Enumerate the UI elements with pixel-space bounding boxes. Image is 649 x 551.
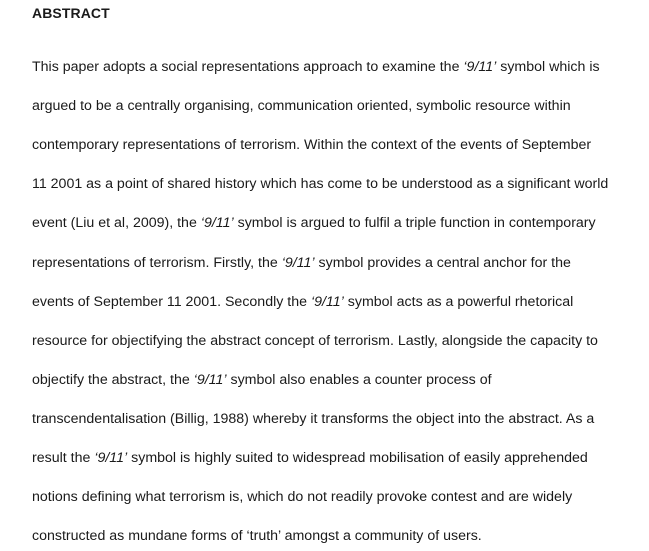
text-segment: transcendentalisation (Billig, 1988) whereby it transforms the object into the abstract. As a bbox=[32, 410, 595, 427]
text-segment: notions defining what terrorism is, which do not readily provoke contest and are widely bbox=[32, 489, 573, 506]
abstract-line bbox=[32, 254, 571, 272]
text-segment: symbol which is bbox=[496, 59, 600, 75]
abstract-line bbox=[32, 410, 594, 428]
text-segment: This paper adopts a social representations approach to examine the bbox=[32, 59, 464, 75]
abstract-line bbox=[32, 371, 492, 389]
text-segment: event (Liu et al, 2009), the bbox=[32, 215, 201, 232]
text-segment: representations of terrorism. Firstly, the bbox=[32, 254, 282, 271]
italic-term: ‘9/11’ bbox=[200, 215, 234, 232]
text-segment: result the bbox=[32, 450, 95, 466]
italic-term: ‘9/11’ bbox=[94, 450, 128, 466]
abstract-line bbox=[32, 175, 608, 193]
text-segment: symbol provides a central anchor for the bbox=[314, 254, 571, 271]
abstract-heading: ABSTRACT bbox=[32, 5, 110, 21]
italic-term: ‘9/11’ bbox=[463, 59, 497, 75]
text-segment: objectify the abstract, the bbox=[32, 371, 194, 388]
italic-term: ‘9/11’ bbox=[310, 293, 344, 310]
text-segment: symbol also enables a counter process of bbox=[226, 371, 492, 388]
abstract-line bbox=[32, 136, 591, 154]
text-segment: 11 2001 as a point of shared history which has come to be understood as a significant world bbox=[32, 176, 609, 193]
text-segment: symbol is highly suited to widespread mobilisation of easily apprehended bbox=[127, 450, 588, 466]
abstract-line bbox=[32, 97, 571, 115]
abstract-line bbox=[32, 214, 596, 232]
text-segment: argued to be a centrally organising, communication oriented, symbolic resource within bbox=[32, 98, 571, 115]
abstract-line bbox=[32, 449, 588, 467]
abstract-line bbox=[32, 58, 600, 76]
text-segment: contemporary representations of terrorism. Within the context of the events of September bbox=[32, 137, 592, 154]
text-segment: constructed as mundane forms of ‘truth’ amongst a community of users. bbox=[32, 528, 482, 545]
abstract-line bbox=[32, 293, 573, 311]
text-segment: resource for objectifying the abstract concept of terrorism. Lastly, alongside the capacity to bbox=[32, 332, 598, 349]
abstract-line bbox=[32, 527, 482, 545]
text-segment: symbol is argued to fulfil a triple function in contemporary bbox=[233, 215, 596, 232]
text-segment: events of September 11 2001. Secondly the bbox=[32, 293, 311, 310]
text-segment: symbol acts as a powerful rhetorical bbox=[343, 293, 574, 310]
abstract-line bbox=[32, 332, 598, 350]
italic-term: ‘9/11’ bbox=[281, 254, 315, 271]
italic-term: ‘9/11’ bbox=[193, 371, 227, 388]
abstract-line bbox=[32, 488, 572, 506]
